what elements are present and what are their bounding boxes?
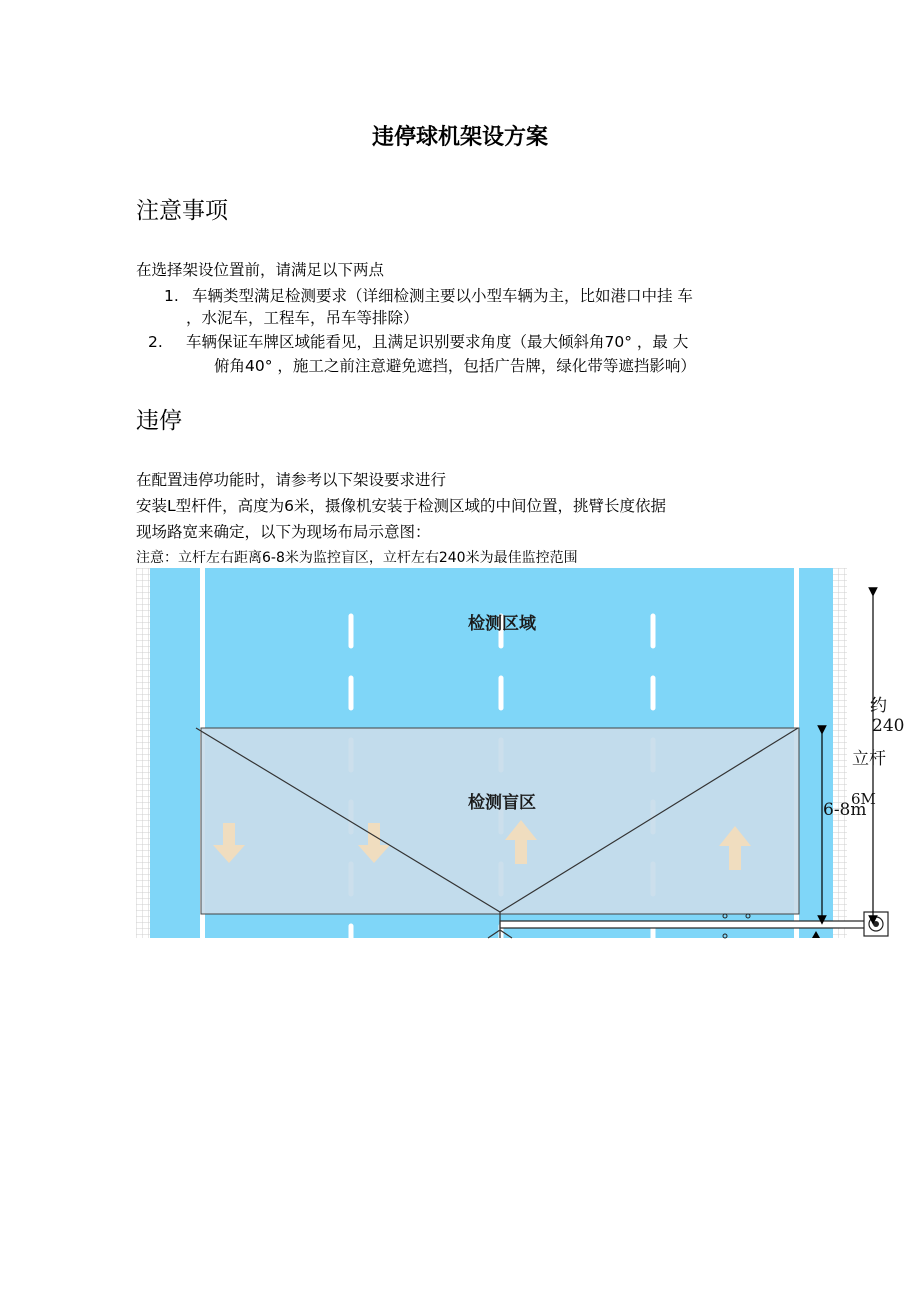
range-label-value: 240 [872, 716, 905, 736]
parking-note: 注意：立杆左右距离6-8米为监控盲区，立杆左右240米为最佳监控范围 [136, 550, 578, 566]
list-item-text: 车辆保证车牌区域能看见，且满足识别要求角度（最大倾斜角70° ，最 大 [186, 333, 689, 351]
section-heading-parking: 违停 [136, 408, 182, 434]
list-item-number: 2. [148, 333, 163, 351]
range-label: 约 [870, 696, 887, 716]
notes-intro: 在选择架设位置前，请满足以下两点 [136, 261, 385, 279]
list-item-number: 1. [164, 287, 179, 305]
blind-zone-overlay [201, 728, 799, 914]
pole-base-icon [864, 912, 888, 936]
pole-label: 立杆 [852, 749, 886, 769]
site-layout-diagram [136, 568, 905, 938]
blind-zone-label: 检测盲区 [468, 793, 536, 813]
sidewalk-left [136, 568, 150, 938]
parking-paragraph: 在配置违停功能时，请参考以下架设要求进行 [136, 471, 447, 489]
sidewalk-right [833, 568, 847, 938]
parking-paragraph: 安装L型杆件，高度为6米，摄像机安装于检测区域的中间位置，挑臂长度依据 [136, 497, 666, 515]
height-label: 6M [851, 790, 876, 808]
parking-paragraph: 现场路宽来确定，以下为现场布局示意图： [136, 523, 431, 541]
section-heading-notes: 注意事项 [136, 198, 228, 224]
pole-arm [500, 921, 876, 928]
list-item-text-continued: ，水泥车，工程车，吊车等排除） [186, 309, 419, 327]
detect-zone-label: 检测区域 [468, 614, 536, 634]
list-item-text-continued: 俯角40° ，施工之前注意避免遮挡，包括广告牌，绿化带等遮挡影响） [214, 357, 696, 375]
list-item-text: 车辆类型满足检测要求（详细检测主要以小型车辆为主，比如港口中挂 车 [192, 287, 693, 305]
blind-distance-label: 6-8m [823, 800, 867, 820]
page-title: 违停球机架设方案 [371, 125, 548, 150]
